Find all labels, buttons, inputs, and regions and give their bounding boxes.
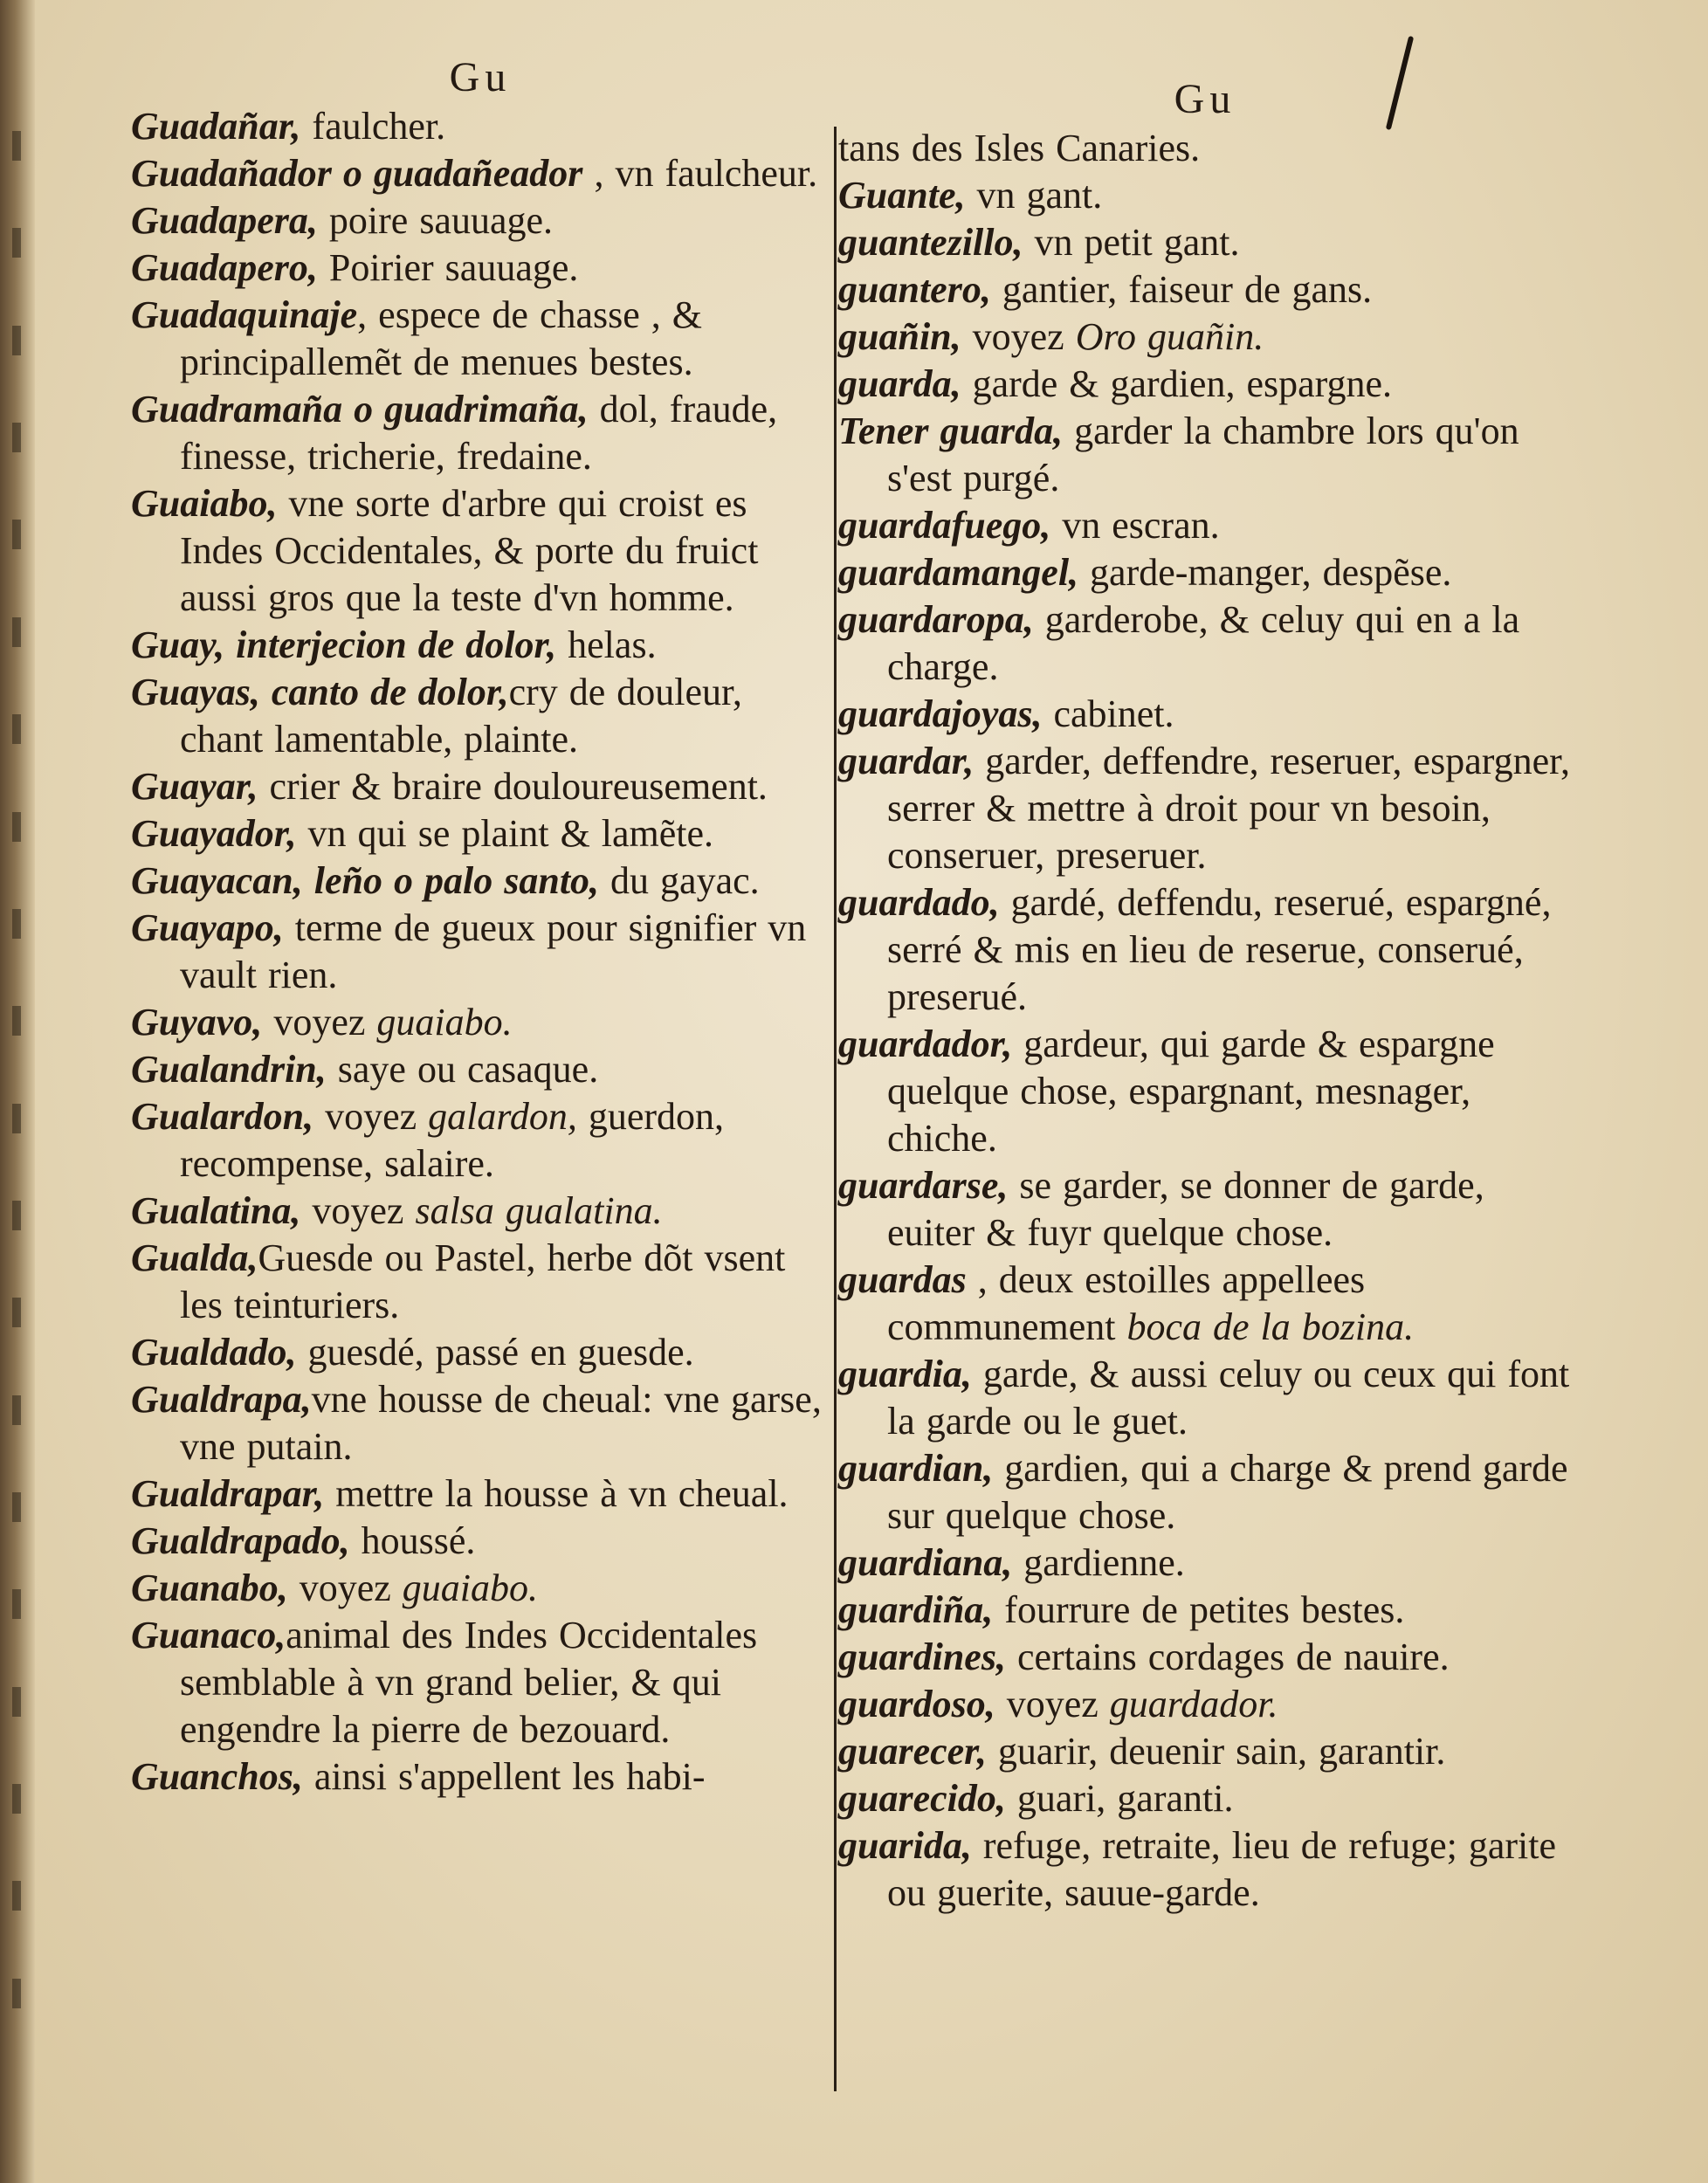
entry-definition: vn qui se plaint & lamẽte. bbox=[296, 812, 714, 855]
entry-headword: Gualdado, bbox=[131, 1331, 297, 1374]
dictionary-entry bbox=[131, 763, 830, 810]
entry-definition: guari, garanti. bbox=[1005, 1777, 1234, 1820]
entry-headword: Guayas, canto de dolor, bbox=[131, 671, 509, 713]
entry-headword: guardamangel, bbox=[838, 551, 1079, 594]
dictionary-entry bbox=[131, 1612, 830, 1753]
dictionary-entry bbox=[838, 1021, 1572, 1162]
entry-definition: garder, deffendre, reseruer, espargner, serrer & mettre à droit pour vn besoin, conseruer, preseruer. bbox=[887, 740, 1571, 877]
dictionary-entry bbox=[131, 857, 830, 905]
binding-edge bbox=[0, 0, 35, 2183]
dictionary-entry bbox=[131, 1188, 830, 1235]
entry-headword: guardajoyas, bbox=[838, 692, 1043, 735]
entry-headword: Guay, interjecion de dolor, bbox=[131, 623, 557, 666]
entry-definition: voyez bbox=[262, 1001, 377, 1043]
entry-definition: voyez bbox=[287, 1567, 403, 1609]
dictionary-entry bbox=[838, 125, 1572, 172]
dictionary-entry bbox=[838, 1539, 1572, 1587]
dictionary-entry bbox=[838, 879, 1572, 1021]
entry-definition: cabinet. bbox=[1042, 692, 1174, 735]
dictionary-entry bbox=[131, 622, 830, 669]
entry-definition: voyez bbox=[995, 1683, 1110, 1725]
dictionary-entry bbox=[131, 386, 830, 480]
entry-headword: Guadramaña o guadrimaña, bbox=[131, 388, 589, 430]
dictionary-entry bbox=[838, 1445, 1572, 1539]
entry-definition: animal des Indes Occidentales semblable à vn grand belier, & qui engendre la pierre de bezouard. bbox=[180, 1614, 758, 1751]
entry-headword: guarda, bbox=[838, 362, 961, 405]
entry-cross-reference: guaiabo. bbox=[376, 1001, 513, 1043]
right-column bbox=[838, 52, 1572, 1917]
entry-definition: , espece de chasse , & principallemẽt de menues bestes. bbox=[180, 293, 702, 383]
dictionary-entry bbox=[838, 1587, 1572, 1634]
entry-definition: voyez bbox=[961, 315, 1076, 358]
entry-headword: guantezillo, bbox=[838, 221, 1023, 264]
dictionary-entry bbox=[838, 408, 1572, 502]
entry-headword: Guayapo, bbox=[131, 906, 284, 949]
entry-definition: gardienne. bbox=[1012, 1541, 1185, 1584]
entry-definition: garderobe, & celuy qui en a la charge. bbox=[887, 598, 1520, 688]
entry-definition: certains cordages de nauire. bbox=[1005, 1636, 1450, 1678]
dictionary-entry bbox=[838, 1775, 1572, 1822]
entry-cross-reference: guaiabo. bbox=[402, 1567, 539, 1609]
right-column-header: Gu bbox=[1174, 76, 1236, 122]
dictionary-entry bbox=[838, 219, 1572, 266]
entry-definition: guesdé, passé en guesde. bbox=[296, 1331, 694, 1374]
entry-definition: voyez bbox=[313, 1095, 429, 1138]
entry-cross-reference: galardon, bbox=[428, 1095, 577, 1138]
entry-headword: guantero, bbox=[838, 268, 991, 311]
entry-headword: Guante, bbox=[838, 174, 966, 217]
entry-definition: garde & gardien, espargne. bbox=[961, 362, 1393, 405]
entry-headword: guarecer, bbox=[838, 1730, 987, 1773]
dictionary-entry bbox=[838, 1728, 1572, 1775]
dictionary-entry bbox=[838, 1634, 1572, 1681]
dictionary-entry bbox=[131, 905, 830, 999]
dictionary-entry bbox=[838, 549, 1572, 596]
entry-headword: guarecido, bbox=[838, 1777, 1006, 1820]
entry-headword: guardia, bbox=[838, 1353, 972, 1395]
entry-headword: guardas bbox=[838, 1258, 967, 1301]
dictionary-entry bbox=[131, 1518, 830, 1565]
entry-headword: Guanaco, bbox=[131, 1614, 286, 1656]
entry-headword: guardarse, bbox=[838, 1164, 1009, 1207]
dictionary-entry bbox=[131, 480, 830, 622]
entry-headword: guardines, bbox=[838, 1636, 1006, 1678]
entry-definition: gantier, faiseur de gans. bbox=[990, 268, 1373, 311]
entry-headword: guardaropa, bbox=[838, 598, 1034, 641]
dictionary-entry bbox=[131, 292, 830, 386]
entry-headword: Guaiabo, bbox=[131, 482, 278, 525]
entry-headword: guardar, bbox=[838, 740, 975, 782]
entry-definition: saye ou casaque. bbox=[326, 1048, 599, 1091]
dictionary-entry bbox=[838, 502, 1572, 549]
entry-definition: tans des Isles Canaries. bbox=[838, 127, 1201, 169]
entry-definition: guarir, deuenir sain, garantir. bbox=[986, 1730, 1446, 1773]
entry-definition: Poirier sauuage. bbox=[317, 246, 579, 289]
entry-definition: vne housse de cheual: vne garse, vne putain. bbox=[180, 1378, 822, 1468]
entry-headword: guañin, bbox=[838, 315, 961, 358]
entry-definition: dol, fraude, finesse, tricherie, fredaine. bbox=[180, 388, 778, 478]
entry-definition: houssé. bbox=[349, 1519, 476, 1562]
entry-headword: Gualdrapar, bbox=[131, 1472, 325, 1515]
dictionary-entry bbox=[131, 103, 830, 150]
dictionary-entry bbox=[131, 244, 830, 292]
entry-definition: gardien, qui a charge & prend garde sur quelque chose. bbox=[887, 1447, 1568, 1537]
entry-cross-reference: salsa gualatina. bbox=[415, 1189, 663, 1232]
entry-headword: guardoso, bbox=[838, 1683, 995, 1725]
entry-definition: se garder, se donner de garde, euiter & fuyr quelque chose. bbox=[887, 1164, 1484, 1254]
entry-headword: Gualdrapado, bbox=[131, 1519, 350, 1562]
dictionary-entry bbox=[838, 1162, 1572, 1257]
entry-definition: vn escran. bbox=[1050, 504, 1220, 547]
entry-definition: garde-manger, despẽse. bbox=[1078, 551, 1452, 594]
dictionary-entry bbox=[838, 1257, 1572, 1351]
dictionary-entry bbox=[131, 1470, 830, 1518]
entry-headword: Guadapera, bbox=[131, 199, 318, 242]
entry-headword: Guadañador o guadañeador bbox=[131, 152, 583, 195]
entry-headword: Guyavo, bbox=[131, 1001, 263, 1043]
entry-definition: garde, & aussi celuy ou ceux qui font la garde ou le guet. bbox=[887, 1353, 1570, 1443]
dictionary-entry bbox=[131, 999, 830, 1046]
entry-cross-reference: guardador. bbox=[1109, 1683, 1278, 1725]
entry-definition: vn gant. bbox=[965, 174, 1103, 217]
dictionary-entry bbox=[838, 361, 1572, 408]
entry-headword: Guanabo, bbox=[131, 1567, 288, 1609]
left-column-header: Gu bbox=[449, 54, 512, 100]
dictionary-entry bbox=[838, 313, 1572, 361]
entry-headword: Guayar, bbox=[131, 765, 258, 808]
entry-headword: Guadañar, bbox=[131, 105, 301, 148]
entry-headword: guardado, bbox=[838, 881, 1000, 924]
dictionary-entry bbox=[131, 197, 830, 244]
dictionary-entry bbox=[131, 810, 830, 857]
entry-headword: guardian, bbox=[838, 1447, 994, 1490]
entry-headword: Gualdrapa, bbox=[131, 1378, 312, 1421]
entry-headword: Guadapero, bbox=[131, 246, 318, 289]
entry-headword: guardador, bbox=[838, 1023, 1013, 1065]
entry-headword: guardiña, bbox=[838, 1588, 994, 1631]
entry-definition-continued: guerdon, recompense, salaire. bbox=[180, 1095, 725, 1185]
dictionary-entry bbox=[131, 1753, 830, 1801]
entry-definition: du gayac. bbox=[599, 859, 760, 902]
entry-definition: cry de douleur, chant lamentable, plainte. bbox=[180, 671, 742, 761]
binding-marks bbox=[7, 131, 28, 2008]
right-entries bbox=[838, 125, 1572, 1917]
dictionary-entry bbox=[131, 1329, 830, 1376]
entry-definition: ainsi s'appellent les habi- bbox=[302, 1755, 706, 1798]
dictionary-entry bbox=[838, 738, 1572, 879]
dictionary-entry bbox=[838, 1351, 1572, 1445]
entry-definition: mettre la housse à vn cheual. bbox=[324, 1472, 789, 1515]
left-column bbox=[131, 52, 830, 1801]
entry-definition: , vn faulcheur. bbox=[582, 152, 818, 195]
entry-headword: Gualandrin, bbox=[131, 1048, 327, 1091]
entry-headword: Guayacan, leño o palo santo, bbox=[131, 859, 600, 902]
entry-headword: guardiana, bbox=[838, 1541, 1013, 1584]
entry-definition: garder la chambre lors qu'on s'est purgé. bbox=[887, 410, 1519, 499]
entry-definition: Guesde ou Pastel, herbe dõt vsent les teinturiers. bbox=[180, 1236, 786, 1326]
entry-headword: Gualda, bbox=[131, 1236, 258, 1279]
dictionary-entry bbox=[838, 266, 1572, 313]
dictionary-entry bbox=[131, 669, 830, 763]
dictionary-entry bbox=[838, 596, 1572, 691]
left-entries bbox=[131, 103, 830, 1801]
dictionary-entry bbox=[131, 1093, 830, 1188]
entry-headword: Gualardon, bbox=[131, 1095, 314, 1138]
dictionary-entry bbox=[838, 172, 1572, 219]
entry-definition: terme de gueux pour signifier vn vault rien. bbox=[180, 906, 807, 996]
entry-headword: Tener guarda, bbox=[838, 410, 1064, 452]
entry-definition: gardeur, qui garde & espargne quelque chose, espargnant, mesnager, chiche. bbox=[887, 1023, 1495, 1160]
entry-cross-reference: boca de la bozina. bbox=[1126, 1305, 1415, 1348]
entry-definition: voyez bbox=[300, 1189, 416, 1232]
entry-cross-reference: Oro guañin. bbox=[1075, 315, 1264, 358]
column-divider bbox=[834, 127, 837, 2091]
entry-headword: guardafuego, bbox=[838, 504, 1051, 547]
entry-definition: gardé, deffendu, reserué, espargné, serré & mis en lieu de reserue, conserué, preserué. bbox=[887, 881, 1552, 1018]
dictionary-entry bbox=[131, 1565, 830, 1612]
entry-definition: fourrure de petites bestes. bbox=[993, 1588, 1405, 1631]
dictionary-entry bbox=[838, 1681, 1572, 1728]
dictionary-entry bbox=[838, 1822, 1572, 1917]
entry-headword: Guayador, bbox=[131, 812, 297, 855]
entry-headword: Guadaquinaje bbox=[131, 293, 358, 336]
dictionary-entry bbox=[131, 150, 830, 197]
entry-headword: guarida, bbox=[838, 1824, 972, 1867]
entry-definition: vne sorte d'arbre qui croist es Indes Occidentales, & porte du fruict aussi gros que la teste d'vn homme. bbox=[180, 482, 759, 619]
entry-definition: , deux estoilles appellees communement bbox=[887, 1258, 1366, 1348]
entry-definition: faulcher. bbox=[300, 105, 446, 148]
entry-headword: Gualatina, bbox=[131, 1189, 301, 1232]
entry-headword: Guanchos, bbox=[131, 1755, 303, 1798]
entry-definition: helas. bbox=[556, 623, 657, 666]
entry-definition: crier & braire douloureusement. bbox=[258, 765, 768, 808]
dictionary-entry bbox=[838, 691, 1572, 738]
entry-definition: vn petit gant. bbox=[1023, 221, 1240, 264]
dictionary-entry bbox=[131, 1235, 830, 1329]
entry-definition: refuge, retraite, lieu de refuge; garite ou guerite, sauue-garde. bbox=[887, 1824, 1557, 1914]
entry-definition: poire sauuage. bbox=[317, 199, 554, 242]
dictionary-entry bbox=[131, 1046, 830, 1093]
dictionary-entry bbox=[131, 1376, 830, 1470]
